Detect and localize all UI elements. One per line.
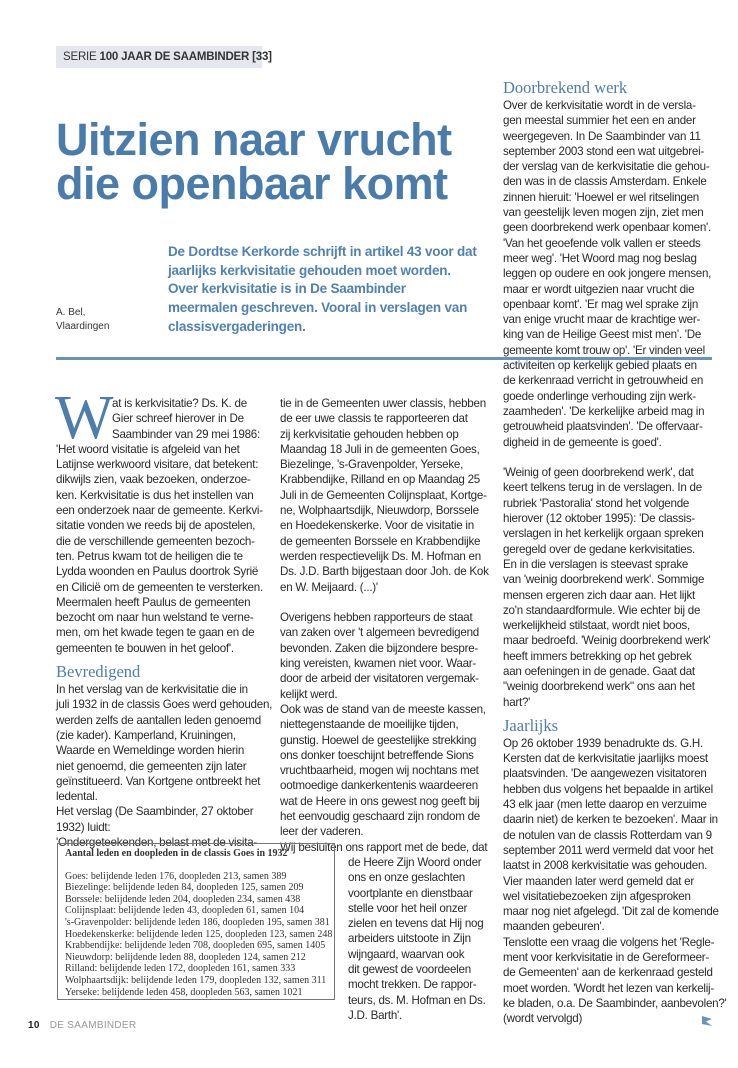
text-line: ons donker toeschijnt betreffende Sions (280, 748, 474, 762)
table-row: Krabbendijke: belijdende leden 708, doopleden 695, samen 1405 (65, 940, 326, 952)
text-line: Krabbendijke, Rilland en op Maandag 25 (280, 473, 480, 487)
text-line: laatst in 2008 kerkvisitatie was gehouden. (503, 859, 708, 873)
text-line: der verslag van de kerkvisitatie die gehou- (503, 160, 710, 174)
text-line: En in die verslagen is steevast sprake (503, 557, 689, 571)
text-line: at is kerkvisitatie? Ds. K. de (112, 397, 247, 410)
text-line: zaamheden'. 'De kerkelijke arbeid mag in (503, 404, 705, 418)
text-line: de notulen van de classis Rotterdam van 9 (503, 828, 712, 842)
page-number: 10 (28, 1020, 40, 1031)
text-line: hebben dus volgens het bepaalde in artikel (503, 782, 713, 796)
text-line: zij kerkvisitatie gehouden hebben op (280, 427, 459, 441)
table-row: 's-Gravenpolder: belijdende leden 186, doopleden 195, samen 381 (65, 916, 330, 928)
text-line: die de verschillende gemeenten bezoch- (56, 534, 255, 548)
text-line: teurs, ds. M. Hofman en Ds. (348, 993, 486, 1007)
text-line: moet worden. 'Wordt het lezen van kerkelij- (503, 981, 714, 995)
text-line: hierover (12 oktober 1995): 'De classis- (503, 512, 695, 526)
table-row: Nieuwdorp: belijdende leden 88, doopleden 124, samen 212 (65, 951, 306, 963)
text-line: werden zelfs de aantallen leden genoemd (56, 713, 261, 727)
text-line: 'Van het geoefende volk vallen er steeds (503, 236, 701, 250)
text-line: ke bladen, o.a. De Saambinder, aanbevolen?' (503, 996, 727, 1010)
text-line: den was in de classis Amsterdam. Enkele (503, 175, 707, 189)
text-line: maanden gebeuren'. (503, 920, 605, 934)
text-line: 'Ondergeteekenden, belast met de visita- (56, 836, 258, 850)
text-line: ons en onze geslachten (348, 871, 465, 885)
text-line: aan oefeningen in de genade. Gaat dat (503, 664, 695, 678)
text-line: de Gemeenten' aan de kerkenraad gesteld (503, 966, 713, 980)
article-intro: De Dordtse Kerkorde schrijft in artikel 43 voor dat jaarlijks kerkvisitatie gehouden moet worden. Over kerkvisitatie is in De Saambinder meermalen geschreven. Vooral in verslagen van classisvergaderingen. (168, 244, 477, 334)
text-line: Overigens hebben rapporteurs de staat (280, 611, 473, 625)
text-line: bevonden. Zaken die bijzondere bespre- (280, 641, 479, 655)
text-line: maar bedroefd. 'Weinig doorbrekend werk' (503, 634, 711, 648)
text-line: meer weg'. 'Het Woord mag nog beslag (503, 251, 697, 265)
text-line: Meermalen heeft Paulus de gemeenten (56, 595, 251, 609)
text-line: rubriek 'Pastoralia' stond het volgende (503, 496, 690, 510)
text-line: de Heere Zijn Woord onder (348, 855, 482, 869)
text-line: ment voor kerkvisitatie in de Gereformeer- (503, 951, 709, 965)
text-line: zielen en tevens dat Hij nog (348, 917, 484, 931)
table-row: Yerseke: belijdende leden 458, doopleden 563, samen 1021 (65, 986, 303, 998)
text-line: van 'weinig doorbrekend werk'. Sommige (503, 573, 705, 587)
text-line: en Hoedekenskerke. Voor de visitatie in (280, 519, 474, 533)
text-line: arbeiders uitstoote in Zijn (348, 932, 471, 946)
text-line: Ds. J.D. Barth bijgestaan door Joh. de Kok (280, 565, 489, 579)
text-line: en Cilicië om de gemeenten te versterken. (56, 580, 263, 594)
text-line: digheid in de gemeente is goed'. (503, 435, 662, 449)
text-line: dit gewest de voordeelen (348, 962, 471, 976)
paragraph-gap (280, 595, 490, 610)
text-line: daarin niet) de kerken te bezoeken'. Maar in (503, 813, 718, 827)
text-line: verslagen in het kerkelijk orgaan spreken (503, 527, 704, 541)
table-row: Rilland: belijdende leden 172, doopleden 161, samen 333 (65, 963, 296, 975)
table-row: Colijnsplaat: belijdende leden 43, doopleden 61, samen 104 (65, 905, 305, 917)
text-line: Over de kerkvisitatie wordt in de versla- (503, 99, 696, 112)
series-name: 100 JAAR DE SAAMBINDER [33] (99, 51, 272, 63)
text-line: gunstig. Hoewel de geestelijke strekking (280, 733, 477, 747)
text-line: getrouwheid plaatsvinden'. 'De offervaar- (503, 420, 703, 434)
text-line: Juli in de Gemeenten Colijnsplaat, Kortge- (280, 488, 487, 502)
section-heading: Bevredigend (56, 662, 141, 682)
table-row: Hoedekenskerke: belijdende leden 125, doopleden 123, samen 248 (65, 928, 333, 940)
text-line: zinnen hieruit: 'Hoewel er wel ritselingen (503, 190, 699, 204)
text-line: Latijnse werkwoord visitare, dat betekent: (56, 458, 259, 472)
text-line: werkelijkheid stilstaat, wordt niet boos, (503, 619, 690, 633)
body-column-3 (503, 78, 727, 1027)
text-line: niettegenstaande de moeilijke tijden, (280, 718, 459, 732)
text-line: Op 26 oktober 1939 benadrukte ds. G.H. (503, 736, 703, 750)
text-line: king van de Heilige Geest mist men'. 'De (503, 328, 702, 342)
text-line: (wordt vervolgd) (503, 1012, 583, 1026)
text-line: door de arbeid der visitatoren vergemak- (280, 672, 479, 686)
text-line: Het verslag (De Saambinder, 27 oktober (56, 805, 254, 819)
text-line: wat de Heere in ons gewest nog geeft bij (280, 794, 480, 808)
text-line: ootmoedige dankerkentenis waardeeren (280, 779, 478, 793)
text-line: hart?' (503, 695, 531, 709)
text-line: kelijkt werd. (280, 687, 338, 701)
table-row: Borssele: belijdende leden 204, doopleden 234, samen 438 (65, 893, 301, 905)
publication-name: DE SAAMBINDER (49, 1020, 137, 1031)
text-line: van zaken over 't algemeen bevredigend (280, 626, 479, 640)
text-line: geregeld over de gedane kerkvisitaties. (503, 542, 695, 556)
text-line: Lydda woonden en Paulus doortrok Syrië (56, 565, 259, 579)
text-line: (zie kader). Kamperland, Kruiningen, (56, 728, 236, 742)
author-place: Vlaardingen (56, 321, 110, 332)
text-line: Wij besluiten ons rapport met de bede, dat (280, 840, 488, 854)
text-line: sitatie vonden we reeds bij de apostelen, (56, 519, 256, 533)
text-line: ne, Wolphaartsdijk, Nieuwdorp, Borssele (280, 504, 479, 518)
section-heading: Jaarlijks (503, 715, 558, 735)
text-line: Saambinder van 29 mei 1986: (112, 427, 260, 441)
text-line: 1932) luidt: (56, 820, 111, 834)
text-line: mensen ergeren zich daar aan. Het lijkt (503, 588, 695, 602)
text-line: vruchtbaarheid, mogen wij nochtans met (280, 764, 479, 778)
table-row: Wolphaartsdijk: belijdende leden 179, doopleden 132, samen 311 (65, 974, 327, 986)
text-line: voortplante en dienstbaar (348, 886, 473, 900)
text-line: Ook was de stand van de meeste kassen, (280, 702, 486, 716)
text-line: zo'n standaardformule. Wie echter bij de (503, 603, 701, 617)
text-line: de eer uwe classis te rapporteeren dat (280, 412, 468, 426)
box-rows (65, 870, 333, 999)
text-line: de kerkenraad verricht in getrouwheid en (503, 374, 704, 388)
text-line: gen meestal summier het een en ander (503, 114, 696, 128)
text-line: wel visitatiebezoeken zijn afgesproken (503, 889, 691, 903)
text-line: van geestelijk leven mogen zijn, ziet men (503, 206, 704, 220)
membership-table-box (57, 843, 335, 1000)
text-line: Gier schreef hierover in De (112, 412, 244, 426)
text-line: van enige vrucht maar de krachtige wer- (503, 313, 701, 327)
text-line: 'Het woord visitatie is afgeleid van het (56, 442, 240, 456)
text-line: leggen op oudere en ook jongere mensen, (503, 267, 712, 281)
text-line: maar er wordt uitgezien naar vrucht die (503, 282, 695, 296)
footer (28, 1020, 136, 1031)
section-heading: Doorbrekend werk (503, 78, 628, 97)
text-line: niet genoemd, die gemeenten zijn later (56, 759, 247, 773)
text-line: maar nog niet afgelegd. 'Dit zal de komende (503, 905, 719, 919)
text-line: mocht trekken. De rappor- (348, 978, 477, 992)
text-line: ledental. (56, 790, 98, 804)
text-line: plaatsvinden. 'De aangewezen visitatoren (503, 767, 707, 781)
text-line: In het verslag van de kerkvisitatie die in (56, 683, 248, 697)
table-row: Goes: belijdende leden 176, doopleden 213, samen 389 (65, 870, 287, 882)
text-line: juli 1932 in de classis Goes werd gehouden, (56, 698, 273, 712)
box-title: Aantal leden en doopleden in de classis Goes in 1932 (65, 848, 288, 859)
text-line: activiteiten op kerkelijk gebied plaats en (503, 359, 697, 373)
text-line: en W. Meijaard. (...)' (280, 580, 378, 594)
text-line: september 2011 werd vermeld dat voor het (503, 843, 714, 857)
text-line: goede onderlinge verhouding zijn werk- (503, 389, 696, 403)
text-line: 'Weinig of geen doorbrekend werk', dat (503, 466, 694, 480)
text-line: openbaar komt'. 'Er mag wel sprake zijn (503, 297, 699, 311)
text-line: Waarde en Wemeldinge worden hierin (56, 744, 245, 758)
text-line: J.D. Barth'. (348, 1008, 402, 1022)
text-line: Maandag 18 Juli in de gemeenten Goes, (280, 442, 480, 456)
text-line: het eenvoudig geschaard zijn rondom de (280, 810, 480, 824)
author (56, 306, 109, 334)
drop-cap: W (55, 384, 114, 452)
text-line: Biezelinge, 's-Gravenpolder, Yerseke, (280, 458, 464, 472)
text-line: dikwijls zien, vaak bezoeken, onderzoe- (56, 473, 251, 487)
table-row: Biezelinge: belijdende leden 84, doopleden 125, samen 209 (65, 882, 304, 894)
text-line: heeft immers betrekking op het gebrek (503, 649, 692, 663)
author-name: A. Bel, (56, 307, 86, 318)
text-line: Vier maanden later werd gemeld dat er (503, 874, 694, 888)
text-line: "weinig doorbrekend werk" ons aan het (503, 680, 695, 694)
text-line: september 2003 stond een wat uitgebrei- (503, 144, 705, 158)
series-label (56, 46, 272, 68)
text-line: bezocht om naar hun welstand te verne- (56, 611, 254, 625)
text-line: geïnstitueerd. Van Kortgene ontbreekt het (56, 774, 261, 788)
text-line: 43 elk jaar (men lette daarop en verzuime (503, 798, 707, 812)
text-line: een onderzoek naar de gemeente. Kerkvi- (56, 504, 263, 518)
text-line: stelle voor het heil onzer (348, 901, 468, 915)
text-line: tie in de Gemeenten uwer classis, hebben (280, 397, 486, 410)
article-title: Uitzien naar vrucht die openbaar komt (56, 114, 452, 209)
text-line: men, om het kwade tegen te gaan en de (56, 626, 255, 640)
text-line: de gemeenten Borssele en Krabbendijke (280, 534, 481, 548)
body-column-1 (56, 396, 273, 850)
text-line: Tenslotte een vraag die volgens het 'Regle- (503, 935, 715, 949)
text-line: keert telkens terug in de verslagen. In de (503, 481, 702, 495)
text-line: wijngaard, waarvan ook (348, 947, 465, 961)
text-line: ten. Petrus kwam tot de heiligen die te (56, 549, 243, 563)
text-line: gemeenten te bouwen in het geloof'. (56, 641, 234, 655)
paragraph-gap (503, 450, 715, 465)
text-line: ken. Kerkvisitatie is dus het instellen van (56, 488, 254, 502)
text-line: werden respectievelijk Ds. M. Hofman en (280, 549, 481, 563)
text-line: leer der vaderen. (280, 825, 364, 839)
text-line: gemeente komt trouw op'. 'Er vinden veel (503, 343, 705, 357)
text-line: king vereisten, kwamen niet voor. Waar- (280, 657, 477, 671)
series-prefix: SERIE (63, 51, 97, 63)
text-line: geen doorbrekend werk openbaar komen'. (503, 221, 711, 235)
text-line: weergegeven. In De Saambinder van 11 (503, 129, 701, 143)
text-line: Kersten dat de kerkvisitatie jaarlijks moest (503, 752, 708, 766)
